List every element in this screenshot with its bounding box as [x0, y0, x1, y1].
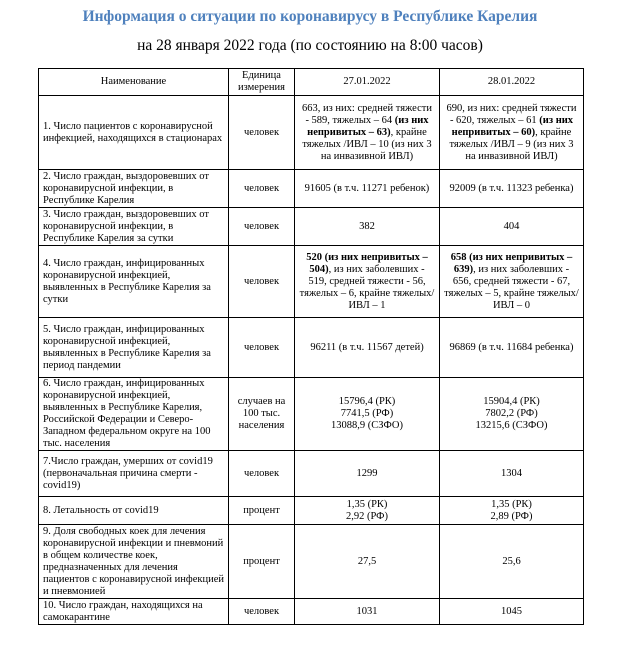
value-line: 2,92 (РФ): [346, 510, 388, 522]
row-value-date1: [295, 378, 440, 451]
table-row: [39, 451, 584, 497]
row-value-date1: 1299: [295, 451, 440, 497]
row-value-date2: [440, 378, 584, 451]
table-row: [39, 599, 584, 625]
header-unit-line2: измерения: [238, 82, 285, 93]
row-unit: человек: [229, 208, 295, 246]
row-name: 5. Число граждан, инфицированных коронавирусной инфекцией, выявленных в Республике Карелия за период пандемии: [39, 318, 229, 378]
value-line: 7741,5 (РФ): [340, 408, 394, 419]
value-bold-text: (из них непривитых – 60): [451, 114, 574, 138]
value-bold-text: (из них непривитых – 63): [307, 114, 429, 138]
row-name: 6. Число граждан, инфицированных коронавирусной инфекцией, выявленных в Республике Карелия, Российской Федерации и Северо-Западном федеральном округе на 100 тыс. населения: [39, 378, 229, 451]
value-text: , крайне тяжелых /ИВЛ – 9 (из них 3 на инвазивной ИВЛ): [449, 126, 574, 162]
row-value-date1: 27,5: [295, 525, 440, 599]
document-title: Информация о ситуации по коронавирусу в Республике Карелия: [82, 8, 538, 25]
row-unit: человек: [229, 246, 295, 318]
row-unit: человек: [229, 170, 295, 208]
row-value-date1: 1031: [295, 599, 440, 625]
table-row: [39, 318, 584, 378]
table-row: [39, 96, 584, 170]
row-unit: человек: [229, 451, 295, 497]
header-date1: 27.01.2022: [295, 69, 440, 96]
row-value-date2: 92009 (в т.ч. 11323 ребенка): [440, 170, 584, 208]
table-header-row: [39, 69, 584, 96]
row-unit: процент: [229, 497, 295, 525]
row-name: 4. Число граждан, инфицированных коронавирусной инфекцией, выявленных в Республике Карелия за сутки: [39, 246, 229, 318]
row-name: 8. Летальность от covid19: [39, 497, 229, 525]
value-text: 690, из них: средней тяжести - 620, тяжелых – 61: [446, 102, 577, 126]
value-line: 7802,2 (РФ): [485, 408, 538, 419]
value-bold-text: 520 (из них непривитых – 504): [306, 251, 428, 275]
row-unit: случаев на 100 тыс. населения: [229, 378, 295, 451]
value-line: 13088,9 (СЗФО): [330, 420, 403, 431]
value-line: 15904,4 (РК): [483, 396, 540, 407]
header-date2: 28.01.2022: [440, 69, 584, 96]
row-name: 3. Число граждан, выздоровевших от коронавирусной инфекции, в Республике Карелия за сутки: [39, 208, 229, 246]
value-text: , из них заболевших - 656, средней тяжести - 67, тяжелых – 5, крайне тяжелых/ИВЛ – 0: [444, 263, 579, 311]
row-value-date2: 25,6: [440, 525, 584, 599]
row-name: 2. Число граждан, выздоровевших от коронавирусной инфекции, в Республике Карелия: [39, 170, 229, 208]
value-text: , из них заболевших - 519, средней тяжести - 56, тяжелых – 6, крайне тяжелых/ИВЛ – 1: [299, 263, 435, 311]
row-name: 10. Число граждан, находящихся на самокарантине: [39, 599, 229, 625]
row-value-date2: [440, 96, 584, 170]
table-row: [39, 208, 584, 246]
row-value-date1: [295, 96, 440, 170]
value-text: , крайне тяжелых /ИВЛ – 10 (из них 3 на инвазивной ИВЛ): [302, 126, 432, 162]
row-value-date2: [440, 246, 584, 318]
value-line: 1,35 (РК): [346, 498, 388, 510]
table-row: [39, 525, 584, 599]
row-value-date1: 91605 (в т.ч. 11271 ребенок): [295, 170, 440, 208]
row-value-date2: 96869 (в т.ч. 11684 ребенка): [440, 318, 584, 378]
row-unit: человек: [229, 96, 295, 170]
value-line: 1,35 (РК): [491, 498, 532, 510]
table-row: [39, 378, 584, 451]
value-line: 13215,6 (СЗФО): [475, 420, 548, 431]
header-unit: [229, 69, 295, 96]
row-value-date1: [295, 497, 440, 525]
value-bold-text: 658 (из них непривитых – 639): [450, 251, 573, 275]
header-unit-line1: Единица: [242, 70, 281, 81]
row-name: 9. Доля свободных коек для лечения коронавирусной инфекции и пневмоний в общем количестве коек, предназначенных для лечения пациентов с коронавирусной инфекцией и пневмонией: [39, 525, 229, 599]
row-value-date1: [295, 246, 440, 318]
row-name: 7.Число граждан, умерших от covid19 (первоначальная причина смерти - covid19): [39, 451, 229, 497]
document-subtitle: на 28 января 2022 года (по состоянию на 8:00 часов): [137, 37, 483, 54]
row-value-date2: 1304: [440, 451, 584, 497]
value-line: 2,89 (РФ): [490, 510, 533, 522]
row-name: 1. Число пациентов с коронавирусной инфекцией, находящихся в стационарах: [39, 96, 229, 170]
row-unit: процент: [229, 525, 295, 599]
row-unit: человек: [229, 318, 295, 378]
table-row: [39, 170, 584, 208]
row-unit: человек: [229, 599, 295, 625]
header-name: Наименование: [39, 69, 229, 96]
row-value-date2: 404: [440, 208, 584, 246]
covid-stats-table: [38, 68, 584, 625]
table-row: [39, 497, 584, 525]
row-value-date2: [440, 497, 584, 525]
row-value-date1: 96211 (в т.ч. 11567 детей): [295, 318, 440, 378]
row-value-date2: 1045: [440, 599, 584, 625]
value-text: 663, из них: средней тяжести - 589, тяжелых – 64: [302, 102, 432, 126]
row-value-date1: 382: [295, 208, 440, 246]
value-line: 15796,4 (РК): [338, 396, 396, 407]
table-row: [39, 246, 584, 318]
